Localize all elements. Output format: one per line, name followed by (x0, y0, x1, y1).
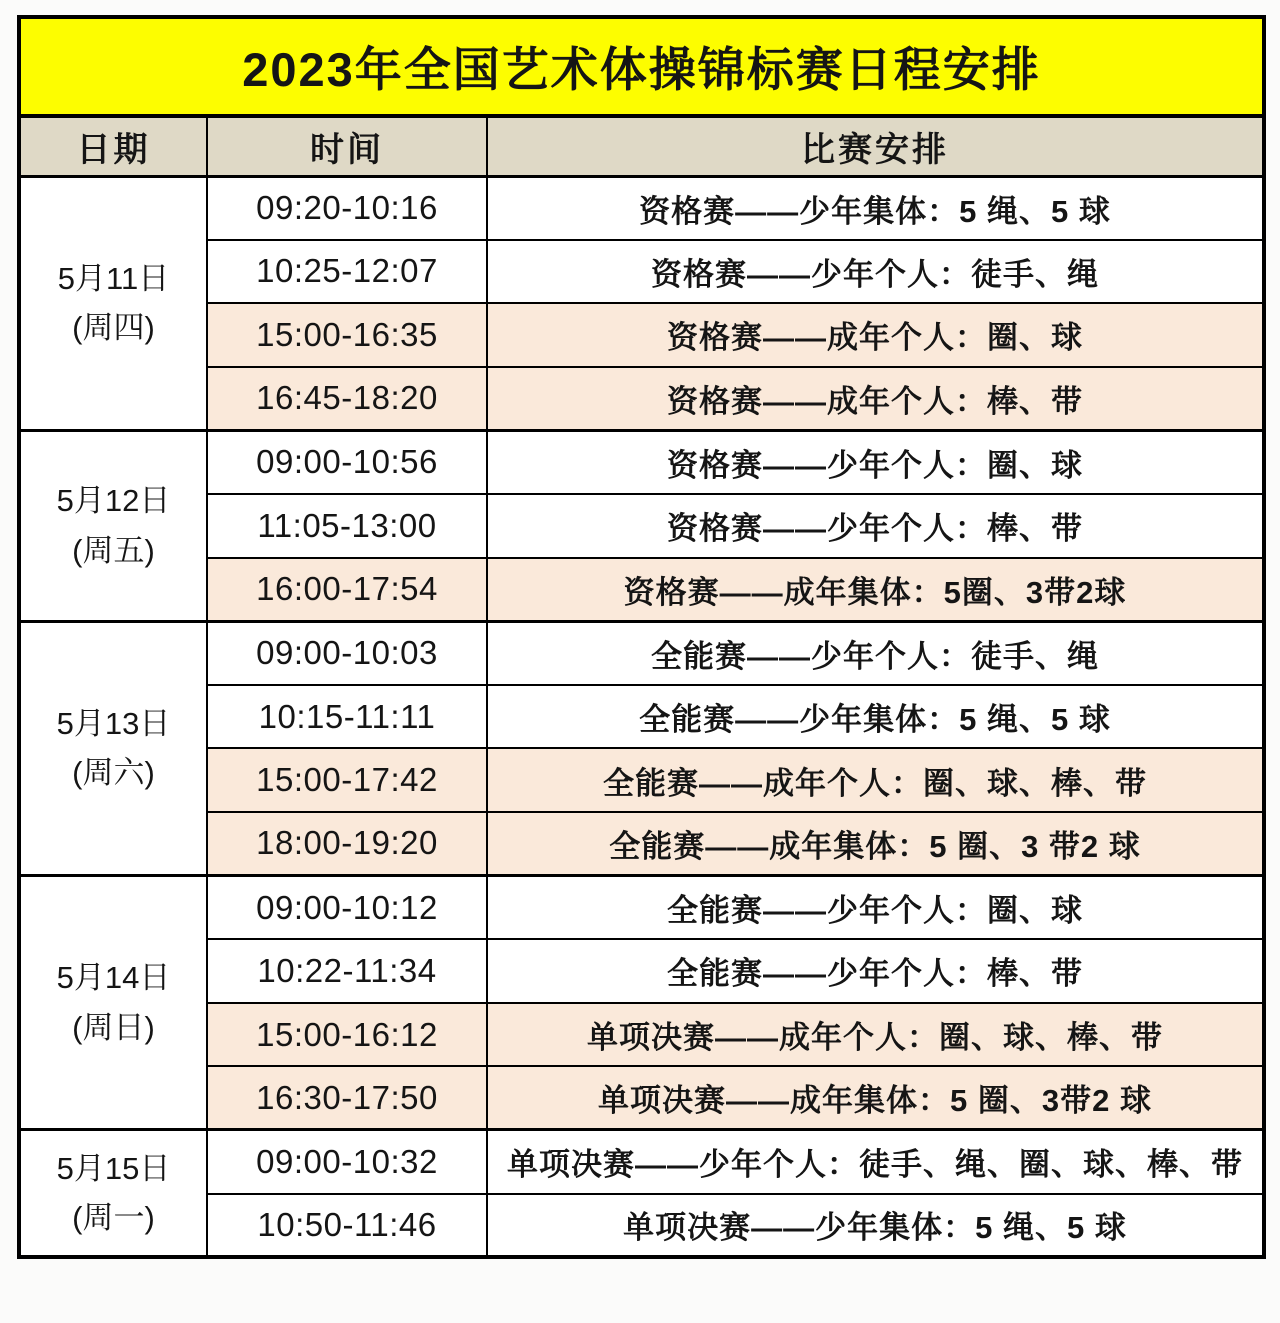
time-cell: 18:00-19:20 (207, 812, 487, 876)
date-label: 5月12日 (56, 483, 171, 519)
event-cell: 全能赛——成年集体：5 圈、3 带2 球 (487, 812, 1264, 876)
time-cell: 16:00-17:54 (207, 558, 487, 622)
schedule-row (19, 621, 1264, 685)
time-cell: 11:05-13:00 (207, 494, 487, 558)
time-cell: 15:00-16:12 (207, 1003, 487, 1067)
header-row (19, 116, 1264, 176)
weekday-label: (周一) (72, 1200, 155, 1236)
event-cell: 资格赛——少年个人：徒手、绳 (487, 240, 1264, 304)
event-cell: 全能赛——少年个人：徒手、绳 (487, 621, 1264, 685)
event-cell: 单项决赛——成年集体：5 圈、3带2 球 (487, 1066, 1264, 1130)
event-cell: 全能赛——少年集体：5 绳、5 球 (487, 685, 1264, 749)
date-label: 5月11日 (57, 260, 170, 296)
schedule-row (19, 876, 1264, 940)
time-cell: 15:00-16:35 (207, 303, 487, 367)
time-cell: 10:50-11:46 (207, 1194, 487, 1258)
schedule-row (19, 1130, 1264, 1194)
date-label: 5月13日 (56, 705, 171, 741)
title-row (19, 17, 1264, 116)
time-cell: 09:20-10:16 (207, 176, 487, 240)
time-cell: 10:25-12:07 (207, 240, 487, 304)
schedule-row (19, 430, 1264, 494)
event-cell: 全能赛——少年个人：圈、球 (487, 876, 1264, 940)
event-cell: 全能赛——成年个人：圈、球、棒、带 (487, 748, 1264, 812)
date-cell (19, 876, 207, 1130)
event-cell: 单项决赛——少年个人：徒手、绳、圈、球、棒、带 (487, 1130, 1264, 1194)
time-cell: 16:30-17:50 (207, 1066, 487, 1130)
weekday-label: (周六) (72, 755, 155, 791)
page-title: 2023年全国艺术体操锦标赛日程安排 (19, 17, 1264, 116)
schedule-table (17, 15, 1266, 1259)
weekday-label: (周日) (72, 1009, 155, 1045)
date-cell (19, 430, 207, 621)
time-cell: 16:45-18:20 (207, 367, 487, 431)
schedule-row (19, 176, 1264, 240)
weekday-label: (周五) (72, 532, 155, 568)
date-cell (19, 176, 207, 430)
time-cell: 09:00-10:03 (207, 621, 487, 685)
event-cell: 资格赛——成年集体：5圈、3带2球 (487, 558, 1264, 622)
event-cell: 资格赛——少年个人：圈、球 (487, 430, 1264, 494)
weekday-label: (周四) (72, 310, 155, 346)
event-cell: 资格赛——成年个人：棒、带 (487, 367, 1264, 431)
time-cell: 10:15-11:11 (207, 685, 487, 749)
time-cell: 09:00-10:32 (207, 1130, 487, 1194)
column-header-time: 时间 (207, 116, 487, 176)
column-header-event: 比赛安排 (487, 116, 1264, 176)
time-cell: 09:00-10:56 (207, 430, 487, 494)
time-cell: 09:00-10:12 (207, 876, 487, 940)
event-cell: 单项决赛——少年集体：5 绳、5 球 (487, 1194, 1264, 1258)
event-cell: 资格赛——少年集体：5 绳、5 球 (487, 176, 1264, 240)
time-cell: 10:22-11:34 (207, 939, 487, 1003)
event-cell: 单项决赛——成年个人：圈、球、棒、带 (487, 1003, 1264, 1067)
column-header-date: 日期 (19, 116, 207, 176)
date-label: 5月15日 (56, 1150, 171, 1186)
event-cell: 资格赛——成年个人：圈、球 (487, 303, 1264, 367)
event-cell: 全能赛——少年个人：棒、带 (487, 939, 1264, 1003)
date-cell (19, 1130, 207, 1257)
date-cell (19, 621, 207, 875)
event-cell: 资格赛——少年个人：棒、带 (487, 494, 1264, 558)
time-cell: 15:00-17:42 (207, 748, 487, 812)
date-label: 5月14日 (56, 960, 171, 996)
